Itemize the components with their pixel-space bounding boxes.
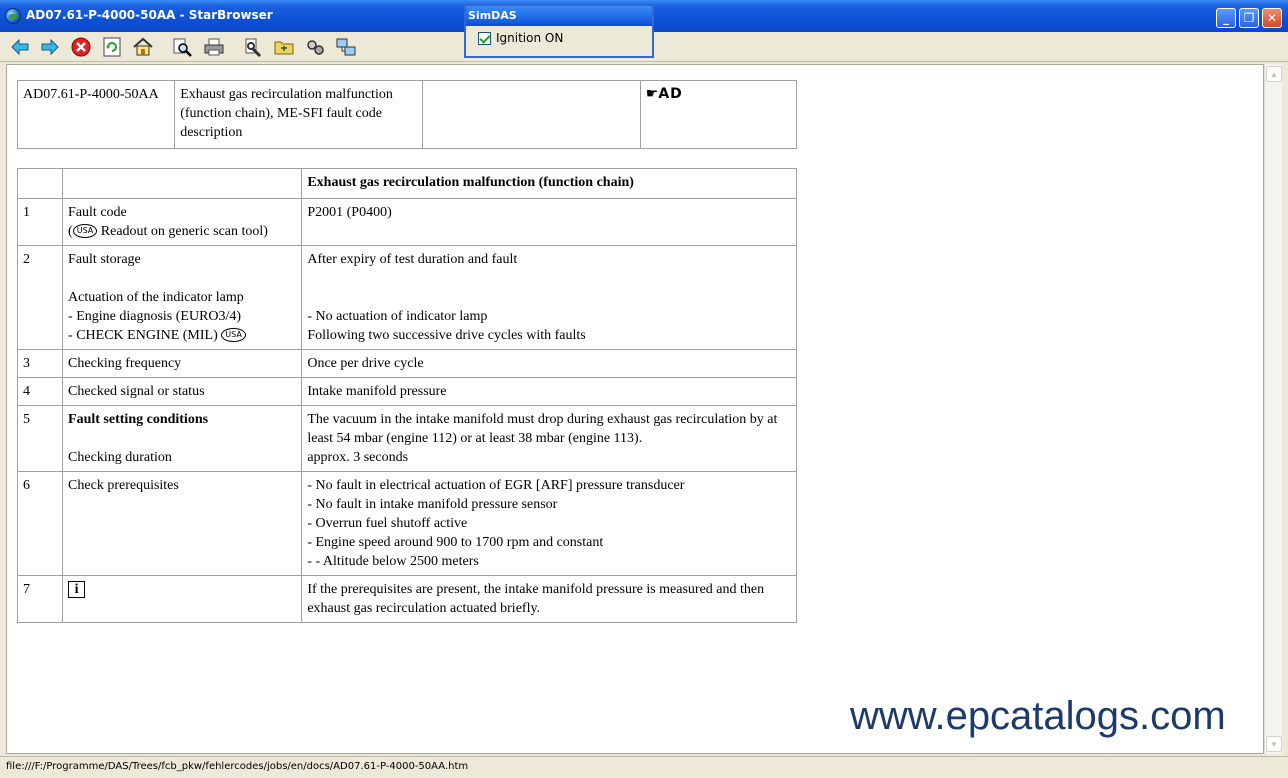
row-value: If the prerequisites are present, the intake manifold pressure is measured and then exhaust gas recirculation actuated briefly. — [302, 576, 797, 623]
row-number: 6 — [18, 472, 63, 576]
row-value: After expiry of test duration and fault — [307, 252, 518, 267]
network-button[interactable] — [334, 35, 358, 59]
table-row — [18, 378, 797, 406]
tools-icon — [242, 36, 264, 58]
row-label: Fault setting conditions — [68, 412, 209, 427]
row-label: Check prerequisites — [63, 472, 302, 576]
table-row — [18, 350, 797, 378]
row-label: Checked signal or status — [63, 378, 302, 406]
stop-icon — [70, 36, 92, 58]
search-button[interactable] — [170, 35, 194, 59]
window-title: AD07.61-P-4000-50AA - StarBrowser — [26, 8, 273, 22]
forward-icon — [39, 36, 61, 58]
globe-icon[interactable] — [5, 8, 21, 24]
row-number: 7 — [18, 576, 63, 623]
row-number: 2 — [18, 246, 63, 350]
row-label: Checking frequency — [63, 350, 302, 378]
scroll-down-icon[interactable]: ▼ — [1266, 736, 1282, 752]
vertical-scrollbar[interactable] — [1264, 64, 1282, 754]
fault-table — [17, 168, 797, 623]
usa-badge-icon: USA — [221, 328, 246, 342]
scroll-up-icon[interactable]: ▲ — [1266, 66, 1282, 82]
row-value: - No fault in electrical actuation of EGR [ARF] pressure transducer — [307, 478, 685, 493]
row-value: Following two successive drive cycles with faults — [307, 328, 586, 343]
usa-badge-icon: USA — [73, 224, 98, 238]
back-icon — [9, 36, 31, 58]
table-row — [18, 576, 797, 623]
row-value: The vacuum in the intake manifold must drop during exhaust gas recirculation by at least 54 mbar (engine 112) or at least 38 mbar (engine 113). — [307, 412, 778, 446]
table-row: 1 Fault code ( USA Readout on generic scan tool) P2001 (P0400) — [18, 199, 797, 246]
status-bar — [0, 756, 1288, 778]
print-button[interactable] — [202, 35, 226, 59]
print-icon — [203, 36, 225, 58]
network-icon — [335, 36, 357, 58]
row-value — [307, 288, 791, 307]
table-row — [18, 246, 797, 350]
folder-icon — [273, 36, 295, 58]
home-icon — [132, 36, 154, 58]
close-button[interactable]: ✕ — [1262, 8, 1282, 28]
table-row — [18, 406, 797, 472]
ad-marker: AD — [658, 86, 683, 102]
row-label — [68, 269, 296, 288]
home-button[interactable] — [131, 35, 155, 59]
doc-id: AD07.61-P-4000-50AA — [18, 81, 175, 149]
ad-marker-cell — [640, 81, 796, 149]
status-url: file:///F:/Programme/DAS/Trees/fcb_pkw/fehlercodes/jobs/en/docs/AD07.61-P-4000-50AA.htm — [6, 761, 469, 772]
folder-button[interactable] — [272, 35, 296, 59]
document-view — [6, 64, 1264, 754]
row-label — [68, 429, 296, 448]
row-value: - - Altitude below 2500 meters — [307, 554, 479, 569]
ignition-label: Ignition ON — [496, 31, 564, 45]
search-icon — [171, 36, 193, 58]
row-value: - No fault in intake manifold pressure sensor — [307, 497, 558, 512]
row-value: - No actuation of indicator lamp — [307, 309, 488, 324]
ignition-checkbox[interactable] — [478, 32, 491, 45]
row-number: 1 — [18, 199, 63, 246]
row-label: Readout on generic scan tool) — [100, 224, 268, 239]
row-label: Fault storage — [68, 252, 141, 267]
doc-description: Exhaust gas recirculation malfunction (function chain), ME-SFI fault code description — [175, 81, 422, 149]
row-value — [307, 269, 791, 288]
row-number: 5 — [18, 406, 63, 472]
table-row — [18, 472, 797, 576]
row-value: Intake manifold pressure — [302, 378, 797, 406]
header-table — [17, 80, 797, 149]
row-label: Actuation of the indicator lamp — [68, 290, 244, 305]
table-header-row — [18, 169, 797, 199]
forward-button[interactable] — [38, 35, 62, 59]
row-value: P2001 (P0400) — [307, 205, 392, 220]
column-header: Exhaust gas recirculation malfunction (function chain) — [302, 169, 797, 199]
refresh-icon — [101, 36, 123, 58]
settings-icon — [304, 36, 326, 58]
back-button[interactable] — [8, 35, 32, 59]
minimize-button[interactable]: _ — [1216, 8, 1236, 28]
hand-pointer-icon: ☛ — [645, 87, 659, 102]
row-label: - Engine diagnosis (EURO3/4) — [68, 309, 242, 324]
settings-button[interactable] — [303, 35, 327, 59]
ignition-toggle[interactable] — [466, 26, 652, 45]
row-value: Once per drive cycle — [302, 350, 797, 378]
simdas-title: SimDAS — [466, 6, 652, 26]
row-label: Checking duration — [68, 450, 172, 465]
simdas-panel — [464, 4, 654, 58]
row-label: Fault code — [68, 205, 127, 220]
info-icon[interactable]: i — [68, 581, 85, 598]
restore-button[interactable]: ❐ — [1239, 8, 1259, 28]
watermark: www.epcatalogs.com — [850, 694, 1226, 738]
row-number: 4 — [18, 378, 63, 406]
stop-button[interactable] — [69, 35, 93, 59]
row-value: approx. 3 seconds — [307, 450, 409, 465]
row-label: - CHECK ENGINE (MIL) — [68, 328, 218, 343]
refresh-button[interactable] — [100, 35, 124, 59]
row-number: 3 — [18, 350, 63, 378]
row-value: - Overrun fuel shutoff active — [307, 516, 468, 531]
tools-button[interactable] — [241, 35, 265, 59]
row-value: - Engine speed around 900 to 1700 rpm and constant — [307, 535, 604, 550]
header-empty-cell — [422, 81, 640, 149]
